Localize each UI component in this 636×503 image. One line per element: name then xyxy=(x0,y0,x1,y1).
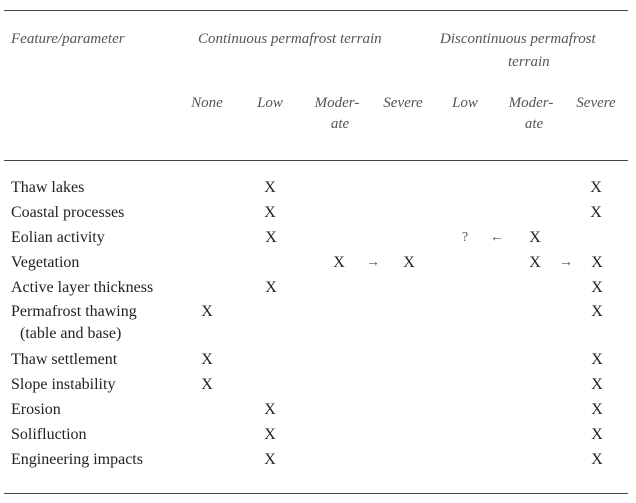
mark-coastal-severe-discontinuous: X xyxy=(590,204,602,221)
header-discontinuous-line1: Discontinuous permafrost xyxy=(440,31,596,47)
subheader-moderate-continuous-1: Moder- xyxy=(314,95,360,111)
mark-erosion-low-continuous: X xyxy=(264,401,276,418)
row-label-vegetation: Vegetation xyxy=(11,254,80,271)
row-label-active-layer-thickness: Active layer thickness xyxy=(11,279,154,296)
subheader-none: None xyxy=(191,95,223,111)
mark-active-layer-low-continuous: X xyxy=(265,279,277,296)
row-label-engineering-impacts: Engineering impacts xyxy=(11,451,143,468)
subheader-moderate-continuous-2: ate xyxy=(330,116,350,132)
subheader-low-discontinuous: Low xyxy=(452,95,478,111)
mark-solifluction-low-continuous: X xyxy=(264,426,276,443)
bottom-rule xyxy=(4,493,628,494)
row-label-coastal-processes: Coastal processes xyxy=(11,204,125,221)
mark-vegetation-moderate-continuous: X xyxy=(333,254,345,271)
arrow-left-eolian: ← xyxy=(490,230,504,245)
subheader-moderate-discontinuous-1: Moder- xyxy=(508,95,554,111)
mark-active-layer-severe-discontinuous: X xyxy=(591,279,603,296)
mark-permafrost-thawing-none: X xyxy=(201,303,213,320)
mark-thaw-lakes-low-continuous: X xyxy=(264,179,276,196)
header-rule xyxy=(4,160,628,161)
mark-thaw-settlement-none: X xyxy=(201,351,213,368)
row-label-thaw-settlement: Thaw settlement xyxy=(11,351,118,368)
header-feature: Feature/parameter xyxy=(11,31,125,47)
subheader-moderate-discontinuous-2: ate xyxy=(524,116,544,132)
mark-eolian-low-continuous: X xyxy=(265,229,277,246)
mark-engineering-low-continuous: X xyxy=(264,451,276,468)
mark-erosion-severe-discontinuous: X xyxy=(591,401,603,418)
row-label-eolian-activity: Eolian activity xyxy=(11,229,105,246)
row-label-solifluction: Solifluction xyxy=(11,426,87,443)
subheader-severe-discontinuous: Severe xyxy=(576,95,616,111)
mark-engineering-severe-discontinuous: X xyxy=(591,451,603,468)
mark-thaw-lakes-severe-discontinuous: X xyxy=(590,179,602,196)
mark-vegetation-moderate-discontinuous: X xyxy=(529,254,541,271)
question-eolian-low-discontinuous: ? xyxy=(461,230,469,245)
mark-permafrost-thawing-severe-discontinuous: X xyxy=(591,303,603,320)
top-rule xyxy=(4,10,628,11)
row-label-erosion: Erosion xyxy=(11,401,61,418)
mark-slope-instability-none: X xyxy=(201,376,213,393)
arrow-right-vegetation-discontinuous: → xyxy=(559,255,573,270)
mark-vegetation-severe-continuous: X xyxy=(403,254,415,271)
mark-coastal-low-continuous: X xyxy=(264,204,276,221)
mark-vegetation-severe-discontinuous: X xyxy=(591,254,603,271)
mark-eolian-moderate-discontinuous: X xyxy=(529,229,541,246)
subheader-low-continuous: Low xyxy=(257,95,283,111)
row-label-slope-instability: Slope instability xyxy=(11,376,116,393)
subheader-severe-continuous: Severe xyxy=(383,95,423,111)
header-discontinuous-line2: terrain xyxy=(508,54,550,70)
row-label-permafrost-thawing: Permafrost thawing xyxy=(11,303,137,320)
mark-thaw-settlement-severe-discontinuous: X xyxy=(591,351,603,368)
row-label-thaw-lakes: Thaw lakes xyxy=(11,179,85,196)
header-continuous: Continuous permafrost terrain xyxy=(198,31,382,47)
mark-slope-instability-severe-discontinuous: X xyxy=(591,376,603,393)
arrow-right-vegetation-continuous: → xyxy=(366,255,380,270)
mark-solifluction-severe-discontinuous: X xyxy=(591,426,603,443)
row-label-permafrost-thawing-cont: (table and base) xyxy=(20,325,122,342)
